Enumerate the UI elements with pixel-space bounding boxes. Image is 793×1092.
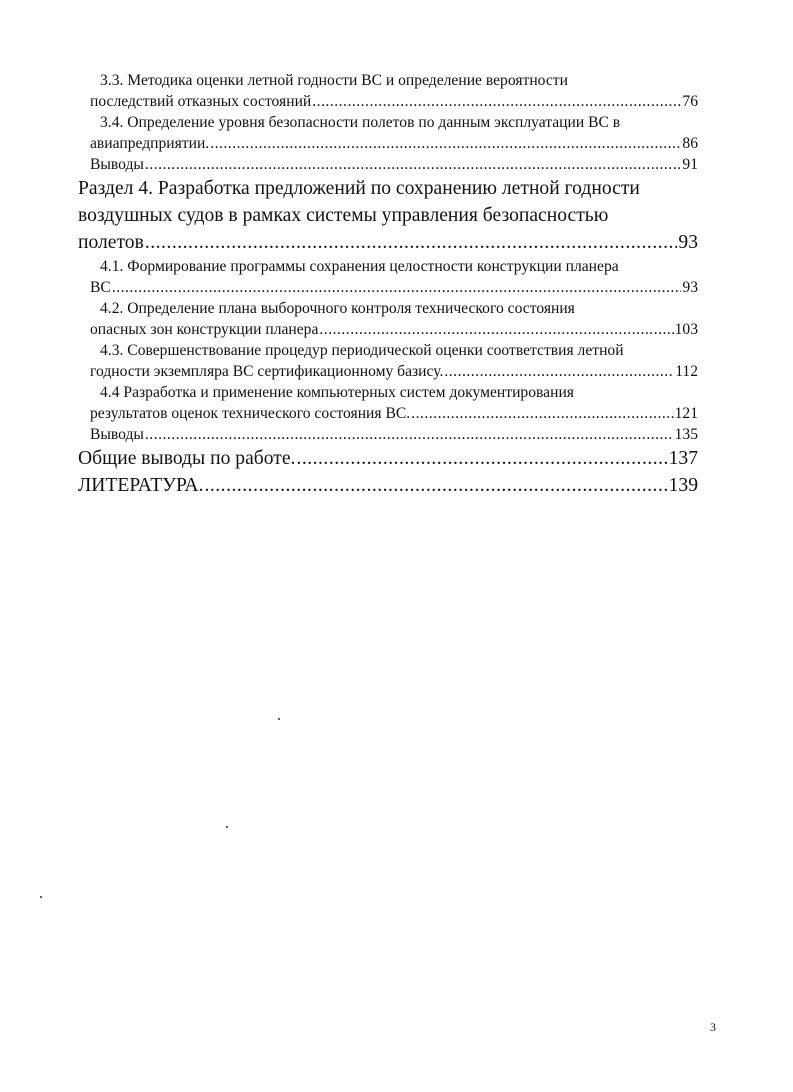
toc-entry-4-3[interactable] [78,340,698,382]
scan-speck [40,896,42,898]
toc-entry-4-4[interactable] [78,382,698,424]
page-number: 3 [710,1020,716,1034]
scan-speck [278,718,280,720]
toc-entry-section-4[interactable] [78,175,698,256]
toc-entry-title-line: 3.3. Методика оценки летной годности ВС и определение вероятности [100,72,568,89]
toc-page-number: 91 [682,156,698,173]
toc-entry-title-line: 4.4 Разработка и применение компьютерных систем документирования [100,384,574,401]
toc-page-number: 139 [668,475,698,496]
dot-leader [204,472,667,499]
dot-leader [319,319,673,340]
toc-entry-title: Выводы [90,156,144,173]
toc-entry-4-2[interactable] [78,298,698,340]
toc-entry-title-line: 4.1. Формирование программы сохранения целостности конструкции планера [100,258,619,275]
toc-entry-title-tail: опасных зон конструкции планера [90,321,319,338]
toc-page-number: 93 [682,279,698,296]
dot-leader [145,424,674,445]
dot-leader [145,154,682,175]
toc-page-number: 112 [675,363,698,380]
toc-entry-title-line: воздушных судов в рамках системы управления безопасностью [78,205,609,226]
toc-page-number: 103 [674,321,698,338]
dot-leader [112,277,682,298]
toc-entry-title-tail: результатов оценок технического состояния ВС. [90,405,411,422]
toc-page-number: 93 [678,232,698,253]
toc-entry-conclusions-4[interactable] [78,424,698,445]
toc-entry-general-conclusions[interactable] [78,445,698,472]
toc-page-number: 121 [674,405,698,422]
dot-leader [145,229,678,256]
table-of-contents [78,70,698,499]
toc-entry-title: Выводы [90,426,144,443]
dot-leader [312,91,681,112]
toc-entry-title-line: 4.3. Совершенствование процедур периодической оценки соответствия летной [100,342,624,359]
toc-page-number: 135 [674,426,698,443]
toc-entry-title: Общие выводы по работе. [78,448,296,469]
toc-entry-3-4[interactable] [78,112,698,154]
toc-entry-title-tail: последствий отказных состояний [90,93,312,110]
toc-entry-4-1[interactable] [78,256,698,298]
toc-entry-title-line: 4.2. Определение плана выборочного контроля технического состояния [100,300,575,317]
toc-entry-title-line: Раздел 4. Разработка предложений по сохранению летной годности [78,178,640,199]
scan-speck [226,826,228,828]
toc-entry-title: ЛИТЕРАТУРА. [78,475,204,496]
toc-entry-title-tail: авиапредприятии. [90,135,210,152]
toc-entry-conclusions-3[interactable] [78,154,698,175]
toc-entry-title-tail: годности экземпляра ВС сертификационному базису. [90,363,444,380]
dot-leader [210,133,681,154]
toc-page-number: 137 [668,448,698,469]
dot-leader [296,445,667,472]
toc-entry-title-line: 3.4. Определение уровня безопасности полетов по данным эксплуатации ВС в [100,114,621,131]
toc-entry-references[interactable] [78,472,698,499]
dot-leader [411,403,673,424]
toc-entry-3-3[interactable] [78,70,698,112]
toc-entry-title-tail: полетов [78,232,144,253]
dot-leader [444,361,674,382]
toc-entry-title-tail: ВС [90,279,111,296]
toc-page-number: 76 [682,93,698,110]
toc-page-number: 86 [682,135,698,152]
